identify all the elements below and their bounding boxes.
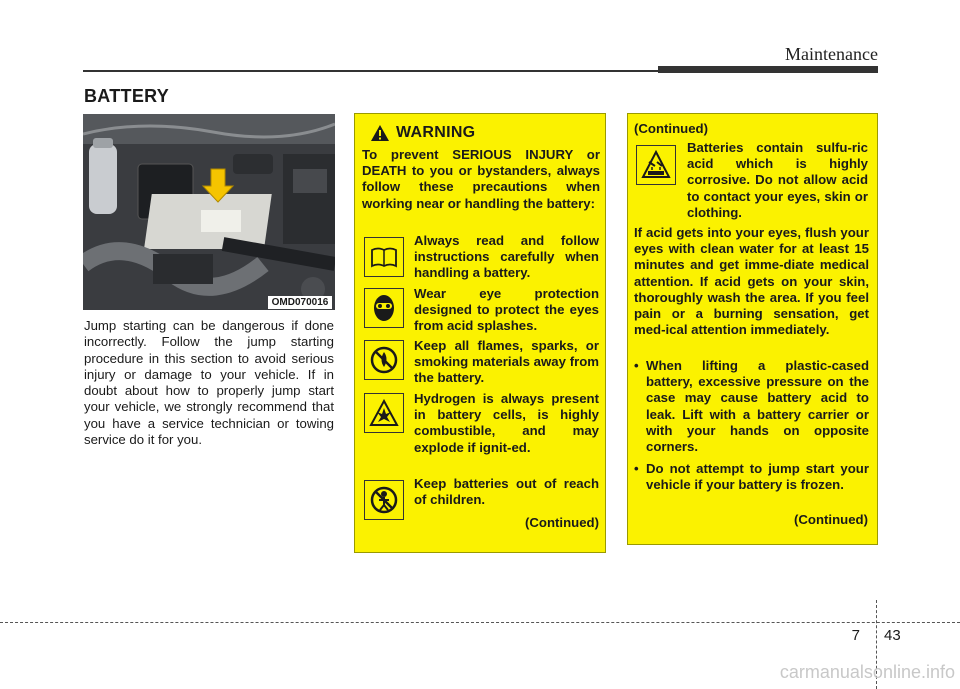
- warning-item-text: Wear eye protection designed to protect the eyes from acid splashes.: [414, 286, 599, 334]
- chapter-number: 7: [851, 627, 860, 644]
- no-flames-icon: [364, 340, 404, 380]
- continued-heading: (Continued): [634, 121, 708, 136]
- keep-away-children-icon: [364, 480, 404, 520]
- continued-label: (Continued): [794, 512, 868, 527]
- acid-warning-text: Batteries contain sulfu-ric acid which is highly corrosive. Do not allow acid to contact your eyes, skin or clothing.: [687, 140, 868, 220]
- explosive-hazard-icon: [364, 393, 404, 433]
- manual-book-icon: [364, 237, 404, 277]
- page-number: 43: [884, 627, 901, 644]
- bullet-marker: •: [634, 461, 639, 477]
- warning-heading: [370, 124, 475, 142]
- bullet-text: When lifting a plastic-cased battery, excessive pressure on the case may cause battery acid to leak. Lift with a battery carrier or with your hands on opposite corners.: [646, 358, 869, 455]
- watermark: carmanualsonline.info: [779, 662, 955, 682]
- engine-bay-photo: [83, 114, 335, 310]
- engine-bay-illustration: [83, 114, 335, 310]
- section-title: BATTERY: [84, 86, 170, 106]
- corrosive-acid-icon: [636, 145, 676, 185]
- header-rule-accent: [658, 66, 878, 73]
- intro-paragraph: Jump starting can be dangerous if done incorrectly. Follow the jump starting procedure in this section to avoid serious injury or damage to your vehicle. If in doubt about how to properly jump start your vehicle, we strongly recommend that you have a service technician or towing service do it for you.: [84, 318, 334, 448]
- bullet-list: [634, 358, 869, 494]
- footer-rule: [0, 622, 960, 623]
- warning-item-text: Keep all flames, sparks, or smoking materials away from the battery.: [414, 338, 599, 386]
- warning-item-text: Keep batteries out of reach of children.: [414, 476, 599, 508]
- warning-intro: To prevent SERIOUS INJURY or DEATH to you or bystanders, always follow these precautions when working near or handling the battery:: [362, 147, 600, 211]
- warning-item-text: Hydrogen is always present in battery cells, is highly combustible, and may explode if ignit-ed.: [414, 391, 599, 455]
- photo-code-label: OMD070016: [268, 296, 332, 309]
- running-header: Maintenance: [785, 44, 878, 64]
- bullet-item: [634, 461, 869, 493]
- bullet-text: Do not attempt to jump start your vehicle if your battery is frozen.: [646, 461, 869, 493]
- warning-item-text: Always read and follow instructions carefully when handling a battery.: [414, 233, 599, 281]
- eye-protection-icon: [364, 288, 404, 328]
- warning-triangle-icon: [370, 124, 390, 142]
- continued-label: (Continued): [525, 515, 599, 530]
- acid-first-aid-paragraph: If acid gets into your eyes, flush your eyes with clean water for at least 15 minutes and get imme-diate medical attention. If acid gets on your skin, thoroughly wash the area. If you feel pain or a burning sensation, get med-ical attention immediately.: [634, 225, 869, 338]
- bullet-marker: •: [634, 358, 639, 373]
- bullet-item: [634, 358, 869, 455]
- warning-title: WARNING: [396, 124, 476, 141]
